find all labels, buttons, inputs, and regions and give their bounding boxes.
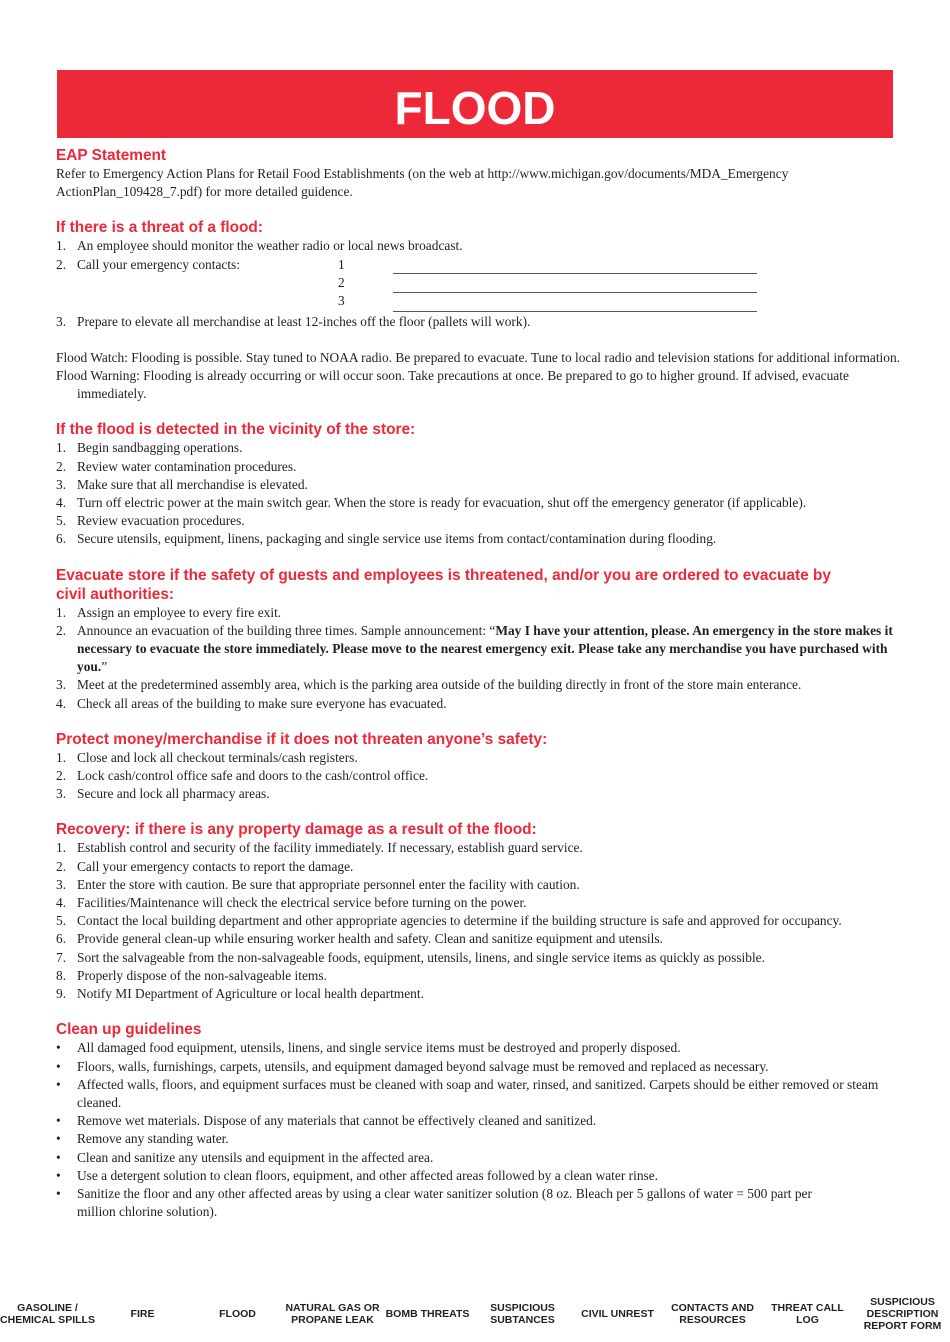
contact-blank-line[interactable] bbox=[393, 294, 757, 312]
threat-list bbox=[56, 237, 916, 330]
list-item: 1. An employee should monitor the weather radio or local news broadcast. bbox=[56, 238, 463, 254]
nav-gasoline-chemical-spills[interactable]: GASOLINE / CHEMICAL SPILLS bbox=[0, 1302, 95, 1326]
nav-threat-call-log[interactable]: THREAT CALL LOG bbox=[771, 1302, 844, 1326]
list-item: 2. Lock cash/control office safe and doors to the cash/control office. bbox=[56, 768, 429, 784]
list-item: 3. Make sure that all merchandise is elevated. bbox=[56, 476, 308, 492]
list-item: 1. Assign an employee to every fire exit. bbox=[56, 604, 282, 620]
recovery-list bbox=[56, 839, 916, 1003]
protect-list bbox=[56, 749, 916, 804]
evacuate-heading: Evacuate store if the safety of guests and employees is threatened, and/or you are ordered to evacuate by civil authorities: bbox=[56, 566, 831, 603]
sample-announcement: May I have your attention, please. An emergency in the store makes it necessary to evacuate the store immediately. Please move to the nearest emergency exit. Please take any merchandise you have purchased with you. bbox=[77, 622, 893, 675]
recovery-heading: Recovery: if there is any property damage as a result of the flood: bbox=[56, 821, 537, 839]
recovery-section bbox=[56, 820, 916, 1003]
list-item: • Clean and sanitize any utensils and equipment in the affected area. bbox=[56, 1149, 434, 1165]
list-item: • Use a detergent solution to clean floors, equipment, and other affected areas followed by a clean water rinse. bbox=[56, 1167, 659, 1183]
contact-number: 1 bbox=[338, 256, 345, 272]
threat-section bbox=[56, 218, 916, 403]
section-nav bbox=[0, 1292, 950, 1336]
emergency-contacts: Call your emergency contacts: 1 2 3 bbox=[77, 256, 916, 313]
list-item: 4. Check all areas of the building to make sure everyone has evacuated. bbox=[56, 695, 447, 711]
vicinity-heading: If the flood is detected in the vicinity of the store: bbox=[56, 421, 416, 439]
eap-text: Refer to Emergency Action Plans for Retail Food Establishments (on the web at http://www.michigan.gov/documents/MDA_Emergency ActionPlan_109428_7.pdf) for more detailed guidence. bbox=[56, 166, 789, 200]
list-item: • Sanitize the floor and any other affected areas by using a clear water sanitizer solution (8 oz. Bleach per 5 gallons of water = 500 part per million chlorine solution). bbox=[56, 1185, 812, 1220]
cleanup-list bbox=[56, 1039, 916, 1221]
list-item: 9. Notify MI Department of Agriculture or local health department. bbox=[56, 986, 424, 1002]
nav-flood[interactable]: FLOOD bbox=[219, 1308, 256, 1320]
list-item: 5. Review evacuation procedures. bbox=[56, 513, 245, 529]
list-item: 4. Turn off electric power at the main switch gear. When the store is ready for evacuation, shut off the emergency generator (if applicable). bbox=[56, 495, 807, 511]
contact-blank-line[interactable] bbox=[393, 275, 757, 293]
nav-fire[interactable]: FIRE bbox=[130, 1308, 155, 1320]
vicinity-section bbox=[56, 420, 916, 548]
list-item: • Remove wet materials. Dispose of any materials that cannot be effectively cleaned and sanitized. bbox=[56, 1113, 597, 1129]
list-item: 4. Facilities/Maintenance will check the electrical service before turning on the power. bbox=[56, 895, 527, 911]
list-item: 6. Secure utensils, equipment, linens, packaging and single service use items from contact/contamination during flooding. bbox=[56, 531, 717, 547]
list-item: 2. Call your emergency contacts to report the damage. bbox=[56, 858, 354, 874]
list-item: 2. Call your emergency contacts: 1 2 3 bbox=[56, 256, 916, 313]
protect-heading: Protect money/merchandise if it does not threaten anyone’s safety: bbox=[56, 730, 548, 748]
list-item: • Floors, walls, furnishings, carpets, utensils, and equipment damaged beyond salvage must be removed and replaced as necessary. bbox=[56, 1058, 769, 1074]
list-item: 8. Properly dispose of the non-salvageable items. bbox=[56, 967, 327, 983]
nav-natural-gas-propane-leak[interactable]: NATURAL GAS OR PROPANE LEAK bbox=[285, 1302, 380, 1326]
list-item: 3. Prepare to elevate all merchandise at least 12-inches off the floor (pallets will work). bbox=[56, 313, 531, 329]
list-item: 5. Contact the local building department and other appropriate agencies to determine if the building structure is safe and approved for occupancy. bbox=[56, 913, 842, 929]
contact-blank-line[interactable] bbox=[393, 256, 757, 274]
nav-bomb-threats[interactable]: BOMB THREATS bbox=[385, 1308, 470, 1320]
list-item: • All damaged food equipment, utensils, linens, and single service items must be destroyed and properly disposed. bbox=[56, 1040, 681, 1056]
threat-heading: If there is a threat of a flood: bbox=[56, 219, 263, 237]
cleanup-section bbox=[56, 1020, 916, 1221]
contact-number: 2 bbox=[338, 274, 345, 290]
list-item: 1. Begin sandbagging operations. bbox=[56, 440, 243, 456]
evacuate-list bbox=[56, 604, 916, 713]
list-item: 3. Meet at the predetermined assembly area, which is the parking area outside of the building directly in front of the store main enterance. bbox=[56, 677, 802, 693]
list-item: 2. Announce an evacuation of the building three times. Sample announcement: “May I have your attention, please. An emergency in the store makes it necessary to evacuate the store immediately. Please move to the nearest emergency exit. Please take any merchandise you have purchased with you.” bbox=[56, 622, 893, 675]
list-item: 1. Establish control and security of the facility immediately. If necessary, establish guard service. bbox=[56, 840, 583, 856]
list-item: 6. Provide general clean-up while ensuring worker health and safety. Clean and sanitize equipment and utensils. bbox=[56, 931, 663, 947]
evacuate-section bbox=[56, 566, 916, 713]
nav-civil-unrest[interactable]: CIVIL UNREST bbox=[581, 1308, 654, 1320]
eap-section bbox=[56, 146, 916, 201]
nav-suspicious-description-report-form[interactable]: SUSPICIOUS DESCRIPTION REPORT FORM bbox=[863, 1296, 942, 1332]
list-item: • Affected walls, floors, and equipment surfaces must be cleaned with soap and water, rinsed, and sanitized. Carpets should be either removed or steam cleaned. bbox=[56, 1076, 879, 1110]
protect-section bbox=[56, 730, 916, 804]
list-item: • Remove any standing water. bbox=[56, 1131, 229, 1147]
flood-watch: Flood Watch: Flooding is possible. Stay tuned to NOAA radio. Be prepared to evacuate. Tune to local radio and television stations for additional information. bbox=[56, 349, 901, 365]
flood-warning: Flood Warning: Flooding is already occurring or will occur soon. Take precautions at once. Be prepared to go to higher ground. If advised, evacuate immediately. bbox=[56, 368, 849, 402]
list-item: 1. Close and lock all checkout terminals/cash registers. bbox=[56, 749, 358, 765]
vicinity-list bbox=[56, 439, 916, 548]
contact-number: 3 bbox=[338, 293, 345, 309]
page-title: FLOOD bbox=[57, 70, 893, 138]
list-item: 3. Secure and lock all pharmacy areas. bbox=[56, 786, 270, 802]
nav-suspicious-subtances[interactable]: SUSPICIOUS SUBTANCES bbox=[490, 1302, 555, 1326]
list-item: 2. Review water contamination procedures. bbox=[56, 458, 297, 474]
nav-contacts-and-resources[interactable]: CONTACTS AND RESOURCES bbox=[671, 1302, 754, 1326]
list-item: 3. Enter the store with caution. Be sure that appropriate personnel enter the facility with caution. bbox=[56, 876, 580, 892]
cleanup-heading: Clean up guidelines bbox=[56, 1021, 202, 1039]
list-item: 7. Sort the salvageable from the non-salvageable foods, equipment, utensils, linens, and single service items as quickly as possible. bbox=[56, 949, 765, 965]
eap-heading: EAP Statement bbox=[56, 147, 167, 164]
document-body bbox=[56, 146, 916, 1238]
